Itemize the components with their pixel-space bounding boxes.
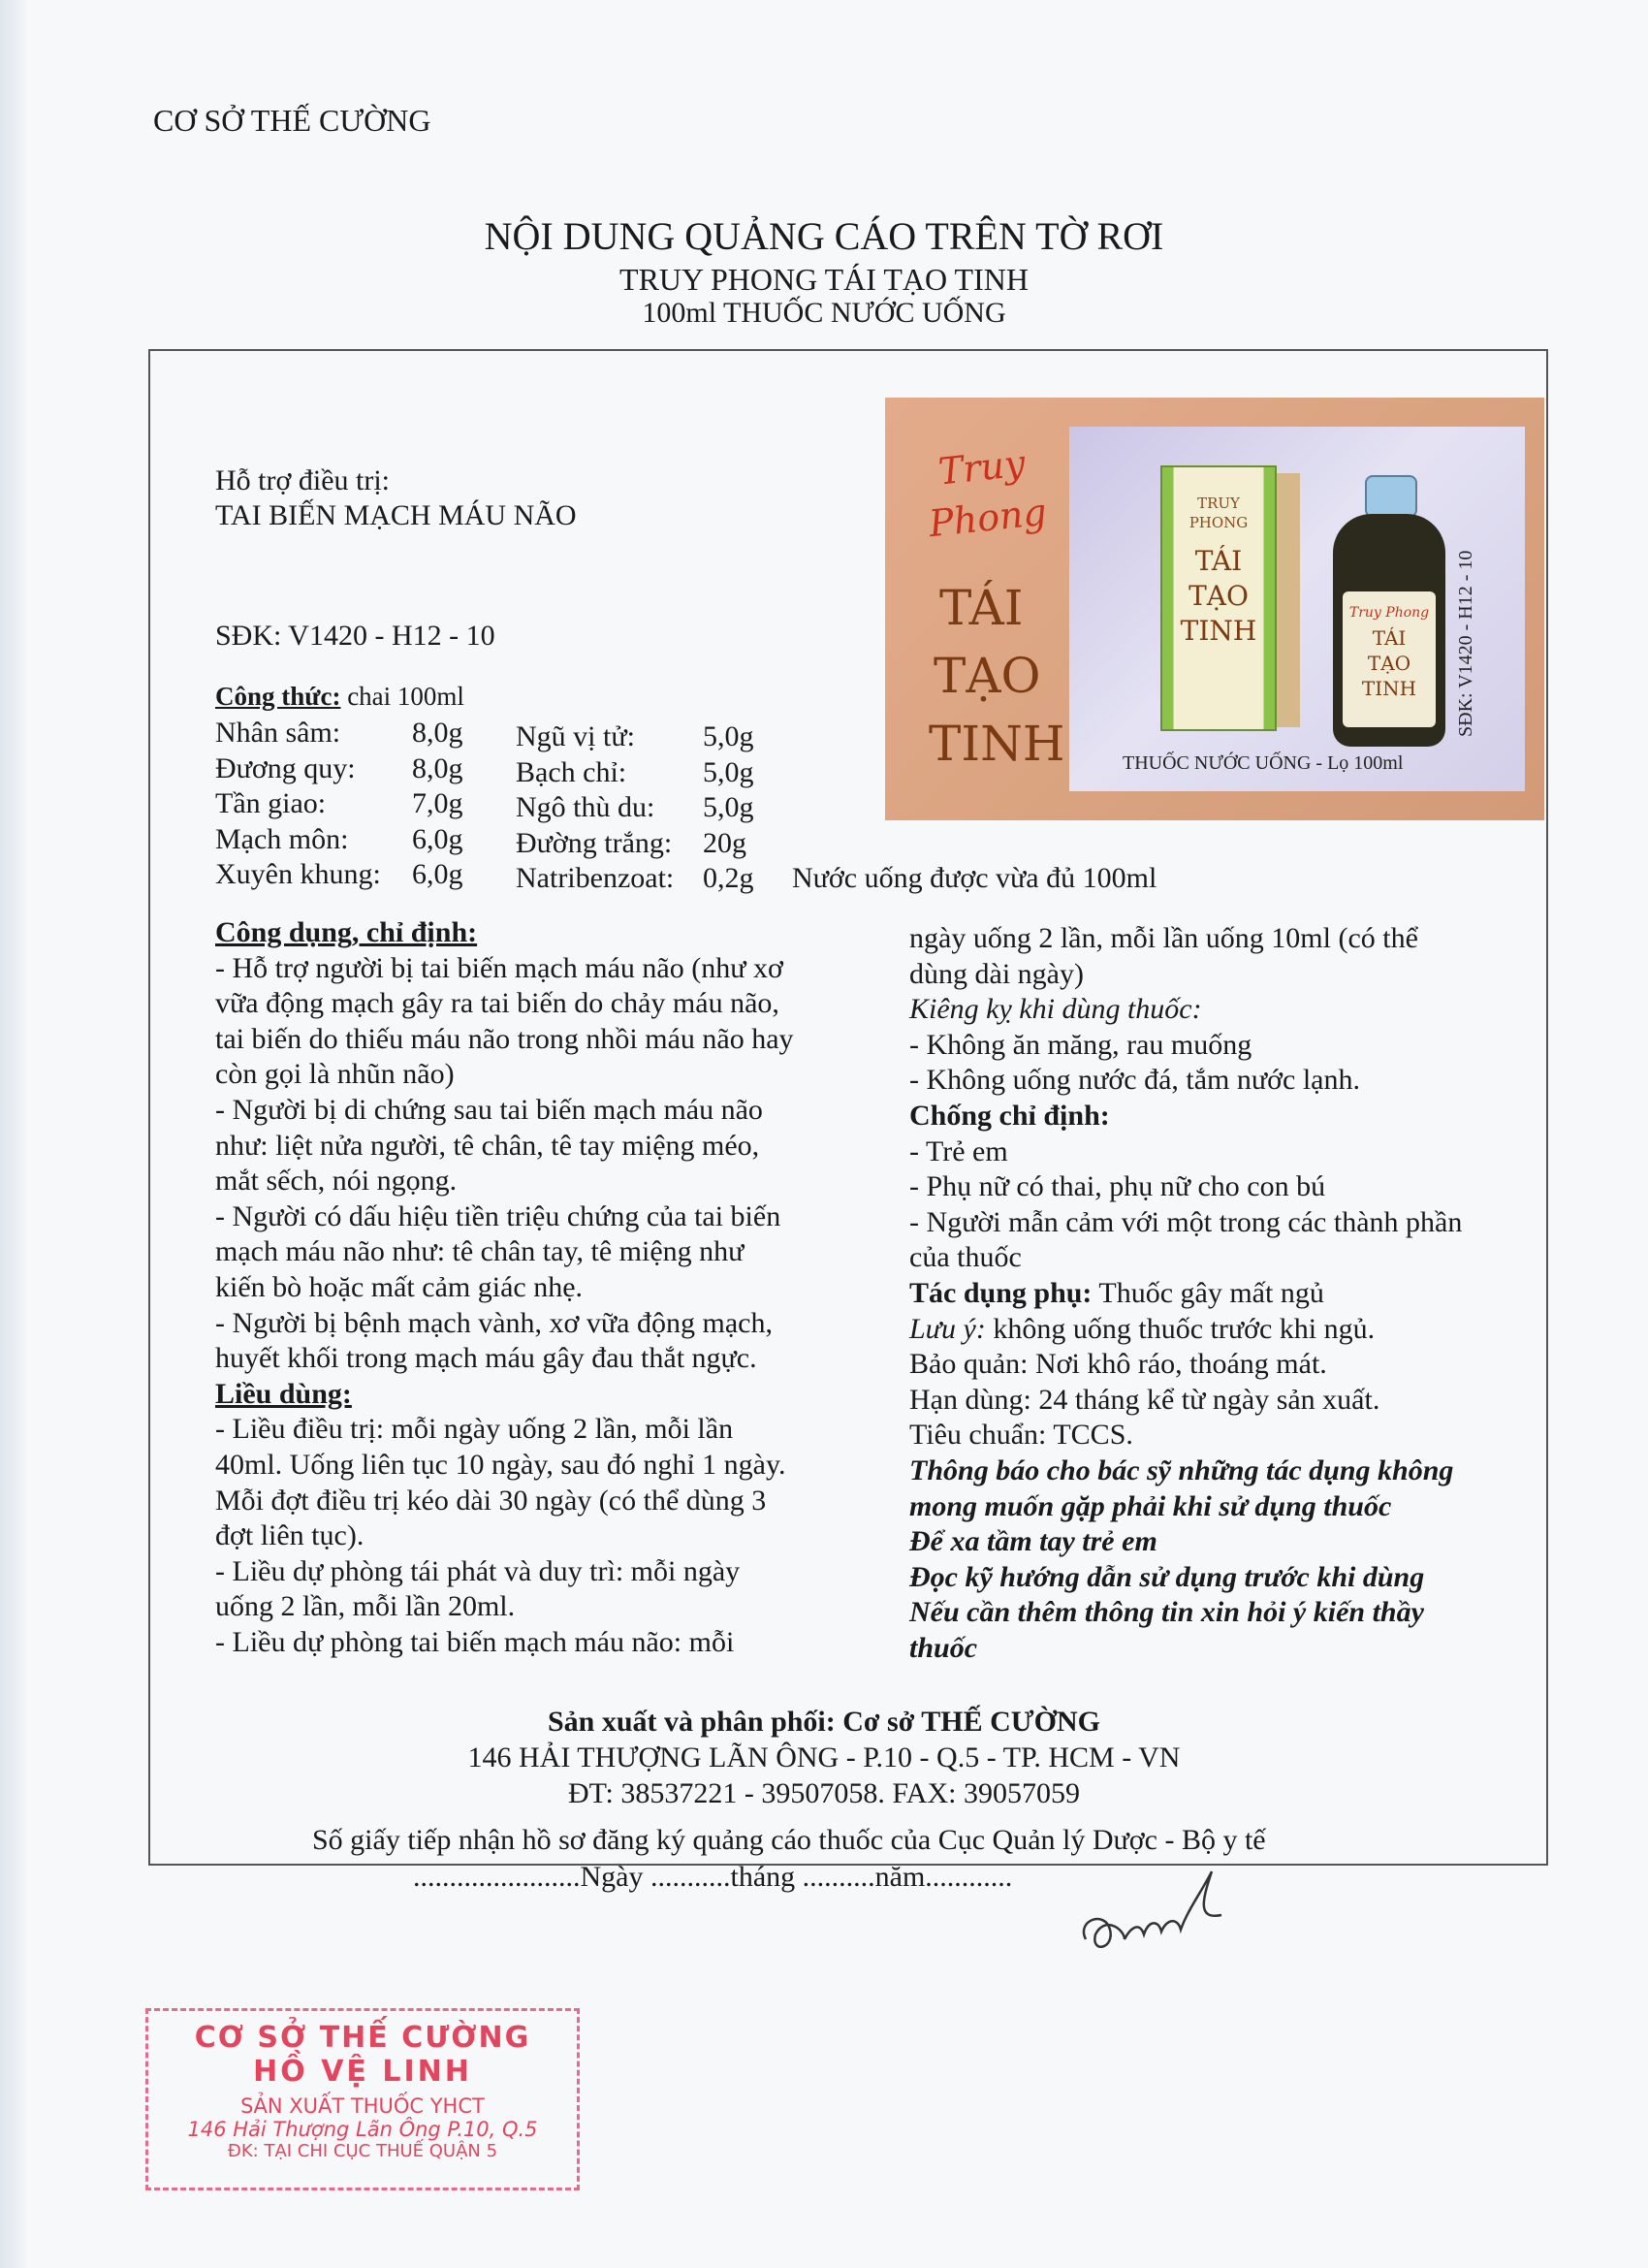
box-text: TÁI — [1194, 545, 1243, 577]
product-form: 100ml THUỐC NƯỚC UỐNG — [642, 297, 1006, 329]
warning-line: thuốc — [909, 1631, 978, 1664]
dosage-line: đợt liên tục). — [215, 1519, 364, 1552]
ingredient-qty: 8,0g — [412, 751, 463, 784]
product-name: TRUY PHONG TÁI TẠO TINH — [619, 262, 1029, 297]
box-side — [1273, 473, 1300, 727]
dosage-line: - Liều dự phòng tai biến mạch máu não: mỗi — [215, 1625, 735, 1658]
product-script-phong: Phong — [927, 490, 1049, 546]
address: 146 HẢI THƯỢNG LÃN ÔNG - P.10 - Q.5 - TP. HCM - VN — [467, 1741, 1181, 1773]
formula-right-qty — [703, 719, 754, 897]
box-text: TINH — [1180, 615, 1257, 647]
box-text: PHONG — [1188, 514, 1249, 531]
producer: Sản xuất và phân phối: Cơ sở THẾ CƯỜNG — [547, 1706, 1101, 1738]
contraindication-line: của thuốc — [909, 1241, 1022, 1274]
ingredient-name: Đường trắng: — [516, 826, 673, 859]
indication-line: - Người bị bệnh mạch vành, xơ vữa động mạch, — [215, 1306, 773, 1339]
indication-line: - Hỗ trợ người bị tai biến mạch máu não (như xơ — [215, 951, 783, 984]
note-label: Lưu ý: — [909, 1312, 986, 1345]
formula-left-names — [215, 716, 381, 893]
indication-line: như: liệt nửa người, tê chân, tê tay miệng méo, — [215, 1129, 760, 1162]
standard: Tiêu chuẩn: TCCS. — [909, 1419, 1133, 1452]
indication-line: - Người có dấu hiệu tiền triệu chứng của tai biến — [215, 1199, 781, 1232]
note — [909, 1312, 1462, 1348]
ingredient-qty: 5,0g — [703, 755, 754, 788]
product-caption: THUỐC NƯỚC UỐNG - Lọ 100ml — [1123, 752, 1404, 774]
stamp-line: CƠ SỞ THẾ CƯỜNG — [194, 2021, 531, 2055]
left-column — [215, 915, 794, 1660]
warning-line: Thông báo cho bác sỹ những tác dụng không — [909, 1453, 1454, 1486]
ingredient-qty: 20g — [703, 826, 746, 859]
indication-line: - Người bị di chứng sau tai biến mạch máu não — [215, 1093, 763, 1126]
ingredient-name: Nhân sâm: — [215, 717, 341, 749]
bottle-cap — [1365, 475, 1417, 518]
bottle-label — [1343, 591, 1436, 727]
product-side-sdk: SĐK: V1420 - H12 - 10 — [1455, 550, 1476, 737]
dosage-line: - Liều dự phòng tái phát và duy trì: mỗi ngày — [215, 1554, 741, 1587]
indication-line: còn gọi là nhũn não) — [215, 1058, 455, 1091]
ingredient-qty: 6,0g — [412, 822, 463, 855]
ingredient-qty: 5,0g — [703, 791, 754, 824]
dosage-continued: ngày uống 2 lần, mỗi lần uống 10ml (có thể — [909, 922, 1418, 954]
registration-number: SĐK: V1420 - H12 - 10 — [215, 620, 495, 652]
stamp-line: SẢN XUẤT THUỐC YHCT — [240, 2094, 485, 2118]
dosage-line: - Liều điều trị: mỗi ngày uống 2 lần, mỗi lần — [215, 1413, 734, 1446]
product-title-tinh: TINH — [929, 716, 1065, 772]
stamp-line: ĐK: TẠI CHI CỤC THUẾ QUẬN 5 — [227, 2141, 498, 2161]
dosage-line: Mỗi đợt điều trị kéo dài 30 ngày (có thể dùng 3 — [215, 1484, 767, 1517]
ingredient-name: Ngô thù du: — [516, 791, 655, 824]
date-line: .......................Ngày ...........tháng ..........năm............ — [413, 1861, 1013, 1893]
header-organization: CƠ SỞ THẾ CƯỜNG — [153, 103, 431, 138]
support-label: Hỗ trợ điều trị: — [215, 464, 390, 496]
page-title: NỘI DUNG QUẢNG CÁO TRÊN TỜ RƠI — [484, 214, 1164, 258]
note-value: không uống thuốc trước khi ngủ. — [985, 1312, 1376, 1345]
indications-heading: Công dụng, chỉ định: — [215, 916, 478, 948]
ingredient-name: Tần giao: — [215, 787, 327, 820]
side-effects-value: Thuốc gây mất ngủ — [1092, 1276, 1324, 1309]
indication-line: mắt sếch, nói ngọng. — [215, 1165, 458, 1198]
formula-label: Công thức: — [215, 682, 341, 711]
contraindication-line: - Phụ nữ có thai, phụ nữ cho con bú — [909, 1170, 1326, 1203]
contraindication-heading: Chống chỉ định: — [909, 1099, 1110, 1132]
contraindication-line: - Người mẫn cảm với một trong các thành phần — [909, 1205, 1463, 1238]
support-value: TAI BIẾN MẠCH MÁU NÃO — [215, 499, 577, 531]
formula-right-names — [516, 719, 674, 897]
water-note: Nước uống được vừa đủ 100ml — [792, 862, 1157, 894]
company-stamp — [145, 2008, 580, 2190]
indication-line: huyết khối trong mạch máu gây đau thắt ngực. — [215, 1342, 757, 1375]
contraindication-line: - Trẻ em — [909, 1134, 1008, 1167]
side-effects-label: Tác dụng phụ: — [909, 1276, 1093, 1309]
ingredient-qty: 6,0g — [412, 858, 463, 891]
warning-line: Nếu cần thêm thông tin xin hỏi ý kiến thầy — [909, 1596, 1424, 1629]
box-text: TRUY — [1197, 495, 1240, 512]
registration-notice: Số giấy tiếp nhận hồ sơ đăng ký quảng cáo thuốc của Cục Quản lý Dược - Bộ y tế — [312, 1824, 1266, 1856]
stamp-line: 146 Hải Thượng Lãn Ông P.10, Q.5 — [187, 2118, 538, 2141]
phone-fax: ĐT: 38537221 - 39507058. FAX: 39057059 — [568, 1777, 1080, 1809]
ingredient-qty: 7,0g — [412, 787, 463, 820]
signature — [1066, 1862, 1260, 1968]
ingredient-qty: 5,0g — [703, 720, 754, 752]
formula-unit: chai 100ml — [340, 682, 464, 711]
dosage-line: uống 2 lần, mỗi lần 20ml. — [215, 1590, 516, 1623]
ingredient-name: Bạch chỉ: — [516, 755, 627, 788]
right-column — [909, 921, 1462, 1666]
scan-edge — [0, 0, 27, 2268]
box-text: TẠO — [1188, 580, 1249, 612]
ingredient-name: Đương quy: — [215, 751, 356, 784]
ingredient-name: Xuyên khung: — [215, 858, 381, 891]
indication-line: kiến bò hoặc mất cảm giác nhẹ. — [215, 1270, 584, 1303]
dosage-line: 40ml. Uống liên tục 10 ngày, sau đó nghỉ 1 ngày. — [215, 1448, 786, 1481]
formula-heading — [215, 679, 464, 714]
formula-left-qty — [412, 716, 463, 893]
dosage-continued: dùng dài ngày) — [909, 957, 1084, 990]
indication-line: vữa động mạch gây ra tai biến do chảy máu não, — [215, 987, 779, 1020]
indication-line: tai biến do thiếu máu não trong nhồi máu não hay — [215, 1022, 794, 1055]
expiry: Hạn dùng: 24 tháng kể từ ngày sản xuất. — [909, 1383, 1380, 1416]
ingredient-qty: 0,2g — [703, 862, 754, 895]
product-photo — [1069, 427, 1525, 791]
avoid-line: - Không ăn măng, rau muống — [909, 1028, 1252, 1061]
product-title-tao: TẠO — [934, 648, 1041, 704]
stamp-line: HỒ VỆ LINH — [253, 2055, 472, 2089]
warning-line: Để xa tầm tay trẻ em — [909, 1525, 1157, 1558]
warning-line: mong muốn gặp phải khi sử dụng thuốc — [909, 1489, 1392, 1522]
bottle-label-text: TÁI — [1372, 626, 1407, 650]
product-script-truy: Truy — [935, 441, 1028, 494]
ingredient-name: Mạch môn: — [215, 822, 349, 855]
ingredient-name: Natribenzoat: — [516, 862, 675, 895]
product-title-tai: TÁI — [939, 580, 1024, 636]
product-box — [1160, 465, 1277, 731]
avoid-heading: Kiêng kỵ khi dùng thuốc: — [909, 993, 1202, 1026]
dosage-heading: Liều dùng: — [215, 1377, 352, 1410]
bottle-label-text: TINH — [1361, 677, 1417, 700]
side-effects — [909, 1276, 1462, 1312]
bottle-label-text: Truy Phong — [1348, 605, 1430, 621]
indication-line: mạch máu não như: tê chân tay, tê miệng như — [215, 1235, 745, 1268]
warning-line: Đọc kỹ hướng dẫn sử dụng trước khi dùng — [909, 1560, 1425, 1593]
ingredient-name: Ngũ vị tử: — [516, 720, 635, 752]
product-image — [885, 398, 1544, 820]
avoid-line: - Không uống nước đá, tắm nước lạnh. — [909, 1064, 1360, 1097]
storage: Bảo quản: Nơi khô ráo, thoáng mát. — [909, 1348, 1327, 1381]
bottle-label-text: TẠO — [1367, 652, 1411, 675]
ingredient-qty: 8,0g — [412, 717, 463, 749]
